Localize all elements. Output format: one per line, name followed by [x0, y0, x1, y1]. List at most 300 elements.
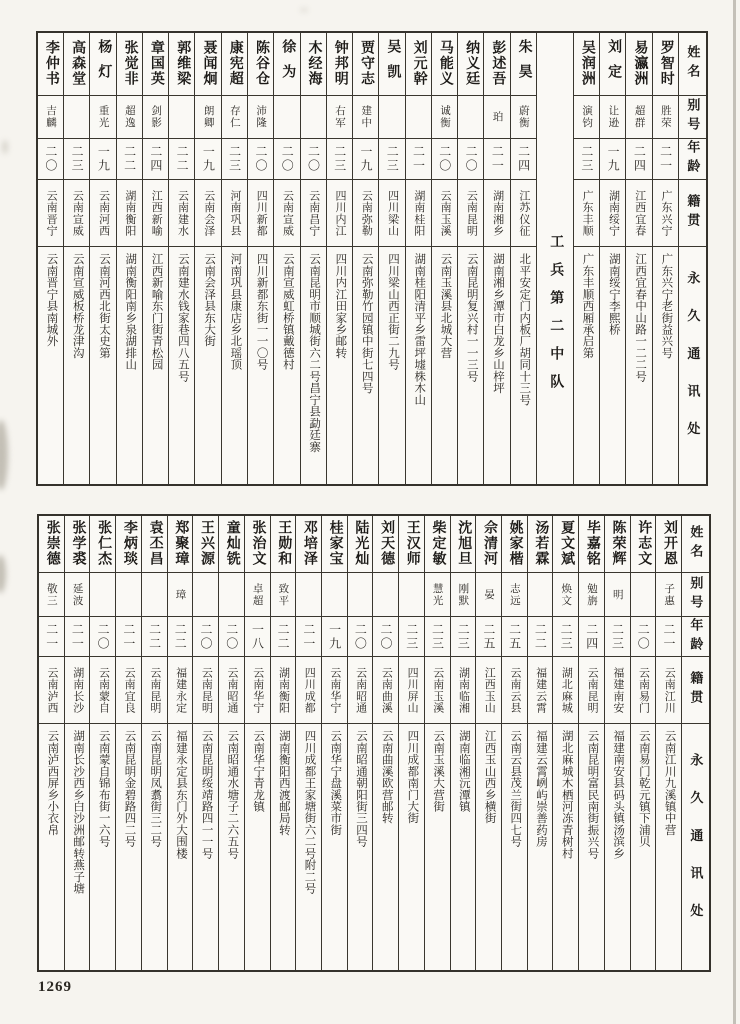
address-cell [484, 247, 509, 484]
address-text: 湖南绥宁李熙桥 [607, 253, 620, 336]
row-label: 姓名 [685, 45, 701, 83]
native-text: 云南蒙自 [97, 666, 110, 714]
person-column [527, 516, 553, 970]
native-cell [348, 657, 373, 724]
alias-text: 蔚衡 [517, 105, 529, 129]
header-column [681, 516, 709, 970]
age-text: 二三 [430, 622, 445, 651]
address-cell [219, 724, 244, 970]
address-text: 四川内江田家乡邮转 [334, 253, 347, 359]
alias-text: 胜荣 [659, 105, 671, 129]
age-cell [169, 139, 194, 180]
section-divider-column [536, 33, 573, 484]
age-cell [322, 617, 347, 657]
address-cell [605, 724, 630, 970]
name-text: 马能义 [437, 40, 453, 88]
address-text: 湖南桂阳清平乡雷坪墟株木山 [413, 253, 426, 406]
name-cell [425, 516, 450, 573]
alias-cell [373, 573, 398, 617]
age-text: 二一 [658, 145, 673, 173]
age-cell [574, 139, 599, 180]
age-cell [348, 617, 373, 657]
address-text: 云南昆明复兴村一一三号 [465, 253, 478, 383]
alias-text: 延波 [71, 582, 83, 607]
name-text: 汤若霖 [533, 520, 549, 568]
age-text: 二三 [404, 622, 419, 651]
address-cell [511, 247, 536, 484]
name-text: 陈荣辉 [610, 520, 626, 568]
address-cell [301, 247, 326, 484]
age-text: 二一 [661, 622, 676, 651]
person-column [89, 33, 115, 484]
alias-cell [142, 573, 167, 617]
native-cell [528, 657, 553, 724]
age-cell [195, 139, 220, 180]
person-column [510, 33, 536, 484]
person-column [398, 516, 424, 970]
address-text: 云南玉溪大营街 [432, 730, 445, 813]
alias-cell [169, 96, 194, 139]
native-cell [626, 180, 651, 247]
alias-cell [432, 96, 457, 139]
address-cell [528, 724, 553, 970]
native-text: 江苏仪征 [517, 189, 530, 237]
person-column [115, 516, 141, 970]
native-text: 江西新喻 [150, 189, 163, 237]
native-cell [193, 657, 218, 724]
name-cell [274, 33, 299, 96]
alias-cell [425, 573, 450, 617]
name-cell [142, 516, 167, 573]
address-text: 江西新喻东门街青松园 [150, 253, 163, 371]
person-column [599, 33, 625, 484]
age-text: 二二 [122, 145, 137, 173]
name-text: 童灿铣 [224, 520, 240, 568]
alias-cell [117, 96, 142, 139]
native-cell [600, 180, 625, 247]
native-cell [458, 180, 483, 247]
native-cell [65, 657, 90, 724]
native-cell [425, 657, 450, 724]
native-text: 四川成都 [303, 666, 316, 714]
person-column [63, 33, 89, 484]
row-label: 姓名 [688, 525, 704, 563]
native-text: 云南华宁 [328, 666, 341, 714]
age-cell [301, 139, 326, 180]
alias-text: 焕文 [560, 582, 572, 607]
name-cell [117, 33, 142, 96]
address-cell [432, 247, 457, 484]
name-text: 朱昊 [516, 38, 532, 90]
alias-text: 建中 [360, 105, 372, 129]
age-cell [168, 617, 193, 657]
row-label: 永久通讯处 [685, 271, 701, 460]
address-cell [348, 724, 373, 970]
address-text: 云南建水钱家巷四八五号 [176, 253, 189, 383]
name-text: 刘开恩 [661, 520, 677, 568]
name-cell [322, 516, 347, 573]
name-cell [579, 516, 604, 573]
alias-text: 让逊 [607, 105, 619, 129]
address-cell [222, 247, 247, 484]
age-text: 二〇 [437, 145, 452, 173]
name-text: 张仁杰 [96, 520, 112, 568]
person-column [167, 516, 193, 970]
native-text: 云南泸西 [46, 666, 58, 714]
native-cell [373, 657, 398, 724]
name-text: 陈谷仓 [253, 40, 269, 88]
address-cell [502, 724, 527, 970]
address-cell [656, 724, 681, 970]
age-text: 二〇 [636, 622, 651, 651]
address-cell [476, 724, 501, 970]
person-column [578, 516, 604, 970]
native-cell [274, 180, 299, 247]
alias-cell [379, 96, 404, 139]
name-text: 康宪超 [227, 40, 243, 88]
row-label-cell [682, 617, 709, 657]
age-cell [379, 139, 404, 180]
native-text: 云南弥勒 [360, 189, 373, 237]
native-text: 湖南长沙 [71, 666, 84, 714]
address-cell [653, 247, 678, 484]
age-text: 二五 [481, 622, 496, 651]
address-cell [322, 724, 347, 970]
age-cell [656, 617, 681, 657]
alias-cell [274, 96, 299, 139]
alias-cell [301, 96, 326, 139]
alias-text: 超群 [633, 105, 645, 129]
native-cell [353, 180, 378, 247]
native-cell [117, 180, 142, 247]
native-text: 云南昆明 [148, 666, 161, 714]
age-text: 二一 [44, 622, 59, 651]
name-cell [143, 33, 168, 96]
native-text: 云南宣威 [281, 189, 294, 237]
address-text: 云南宣威虹桥镇戴德村 [281, 253, 294, 371]
address-text: 四川梁山西正街二九号 [386, 253, 399, 371]
native-cell [322, 657, 347, 724]
address-cell [458, 247, 483, 484]
name-cell [169, 33, 194, 96]
native-text: 福建永定 [174, 666, 187, 714]
native-text: 湖南衡阳 [277, 666, 290, 714]
name-cell [476, 516, 501, 573]
native-cell [432, 180, 457, 247]
address-cell [274, 247, 299, 484]
alias-cell [245, 573, 270, 617]
name-text: 毕嘉铭 [584, 520, 600, 568]
name-text: 柴定敏 [430, 520, 446, 568]
person-column [372, 516, 398, 970]
row-label-cell [682, 573, 709, 617]
age-text: 二〇 [199, 622, 213, 651]
address-cell [379, 247, 404, 484]
alias-text: 吉麟 [45, 105, 57, 129]
age-cell [373, 617, 398, 657]
native-cell [631, 657, 656, 724]
age-text: 二三 [456, 622, 471, 651]
person-column [655, 516, 681, 970]
alias-text: 勉旃 [585, 582, 597, 607]
native-cell [301, 180, 326, 247]
alias-text: 璋 [174, 588, 186, 601]
name-text: 刘定 [606, 38, 622, 90]
address-cell [64, 247, 89, 484]
name-text: 姚家楷 [507, 520, 523, 568]
address-text: 湖北麻城木栖河冻青树村 [560, 730, 573, 860]
row-label-cell [682, 657, 709, 724]
age-cell [90, 139, 115, 180]
address-text: 广东丰顺西厢承启第 [581, 253, 594, 359]
native-text: 云南华宁 [251, 666, 264, 714]
address-cell [553, 724, 578, 970]
age-cell [327, 139, 352, 180]
person-column [244, 516, 270, 970]
native-text: 广东丰顺 [581, 189, 594, 237]
alias-cell [631, 573, 656, 617]
address-cell [169, 247, 194, 484]
age-cell [653, 139, 678, 180]
age-text: 二三 [332, 145, 347, 173]
age-cell [502, 617, 527, 657]
alias-text: 晏 [483, 588, 495, 601]
alias-cell [38, 96, 63, 139]
row-label: 别号 [685, 98, 701, 136]
alias-cell [484, 96, 509, 139]
native-text: 云南宜良 [123, 666, 136, 714]
name-text: 徐为 [280, 38, 296, 90]
age-cell [222, 139, 247, 180]
person-column [141, 516, 167, 970]
person-column [89, 516, 115, 970]
age-text: 二〇 [96, 622, 111, 651]
age-cell [626, 139, 651, 180]
alias-cell [195, 96, 220, 139]
age-cell [65, 617, 90, 657]
age-text: 二〇 [224, 622, 239, 651]
age-cell [605, 617, 630, 657]
name-text: 张学裘 [70, 520, 86, 568]
address-text: 云南弥勒竹园镇中街七四号 [360, 253, 373, 394]
name-cell [271, 516, 296, 573]
native-cell [451, 657, 476, 724]
alias-cell [553, 573, 578, 617]
native-cell [271, 657, 296, 724]
address-text: 云南华宁青龙镇 [252, 730, 265, 813]
age-cell [484, 139, 509, 180]
age-cell [458, 139, 483, 180]
row-label-cell [679, 247, 706, 484]
age-text: 二三 [559, 622, 574, 651]
alias-cell [626, 96, 651, 139]
age-cell [248, 139, 273, 180]
native-text: 云南会泽 [202, 189, 215, 237]
age-cell [245, 617, 270, 657]
name-text: 张崇德 [44, 520, 60, 568]
roster-table-top [36, 31, 708, 486]
native-cell [574, 180, 599, 247]
person-column [450, 516, 476, 970]
person-column [321, 516, 347, 970]
address-cell [353, 247, 378, 484]
native-text: 云南昆明 [200, 666, 213, 714]
address-cell [248, 247, 273, 484]
address-cell [373, 724, 398, 970]
person-column [501, 516, 527, 970]
name-text: 王汉师 [404, 520, 420, 568]
name-text: 许志文 [636, 520, 652, 568]
alias-text: 慧光 [431, 582, 443, 607]
native-text: 湖南绥宁 [607, 189, 620, 237]
person-column [405, 33, 431, 484]
address-cell [90, 724, 115, 970]
name-cell [248, 33, 273, 96]
person-column [431, 33, 457, 484]
age-cell [432, 139, 457, 180]
address-text: 云南易门乾元镇下浦贝 [637, 730, 650, 848]
native-cell [248, 180, 273, 247]
address-text: 云南泸西屏乡小衣帛 [46, 730, 59, 836]
name-text: 夏文斌 [559, 520, 575, 568]
age-cell [142, 617, 167, 657]
row-label: 籍贯 [688, 671, 704, 709]
scan-smudge [0, 420, 8, 490]
name-cell [631, 516, 656, 573]
name-cell [90, 516, 115, 573]
name-cell [168, 516, 193, 573]
alias-cell [579, 573, 604, 617]
age-text: 二三 [610, 622, 625, 651]
name-text: 章国英 [148, 40, 164, 88]
address-cell [327, 247, 352, 484]
name-cell [348, 516, 373, 573]
alias-text: 珀 [491, 111, 503, 123]
address-cell [425, 724, 450, 970]
name-text: 王勋和 [276, 520, 292, 568]
alias-text: 右军 [333, 105, 345, 129]
alias-cell [116, 573, 141, 617]
age-text: 一九 [201, 145, 216, 173]
address-cell [116, 724, 141, 970]
row-label-cell [679, 180, 706, 247]
age-text: 二一 [301, 622, 316, 651]
name-text: 沈旭旦 [456, 520, 472, 568]
alias-cell [39, 573, 64, 617]
native-text: 云南昭通 [226, 666, 239, 714]
alias-cell [322, 573, 347, 617]
native-cell [142, 657, 167, 724]
alias-cell [511, 96, 536, 139]
age-cell [631, 617, 656, 657]
address-text: 云南昭通朝阳街三四号 [354, 730, 367, 848]
person-column [247, 33, 273, 484]
native-text: 云南晋宁 [45, 189, 58, 237]
address-cell [39, 724, 64, 970]
alias-cell [574, 96, 599, 139]
address-text: 湖南衡阳南乡泉湖排山 [124, 253, 137, 371]
age-cell [406, 139, 431, 180]
age-cell [511, 139, 536, 180]
person-column [652, 33, 678, 484]
row-label-cell [679, 33, 706, 96]
name-cell [353, 33, 378, 96]
name-cell [432, 33, 457, 96]
person-column [457, 33, 483, 484]
row-label-cell [682, 516, 709, 573]
native-cell [90, 180, 115, 247]
person-column [194, 33, 220, 484]
address-cell [195, 247, 220, 484]
person-column [630, 516, 656, 970]
person-column [475, 516, 501, 970]
native-cell [399, 657, 424, 724]
name-cell [399, 516, 424, 573]
native-cell [39, 657, 64, 724]
native-text: 云南昆明 [586, 666, 599, 714]
age-text: 二二 [533, 622, 548, 651]
address-text: 云南宣威板桥龙津沟 [71, 253, 84, 359]
age-text: 二四 [516, 145, 531, 173]
address-text: 河南巩县康店乡北瑶顶 [229, 253, 242, 371]
age-text: 一八 [250, 622, 265, 651]
name-cell [222, 33, 247, 96]
name-cell [656, 516, 681, 573]
name-text: 贾守志 [359, 40, 375, 88]
native-text: 江西玉山 [483, 666, 496, 714]
person-column [221, 33, 247, 484]
name-text: 张觉非 [122, 40, 138, 88]
native-cell [168, 657, 193, 724]
row-label-cell [679, 96, 706, 139]
alias-cell [90, 573, 115, 617]
name-cell [38, 33, 63, 96]
name-text: 李仲书 [43, 40, 59, 88]
name-text: 易瀛洲 [632, 40, 648, 88]
name-text: 桂家宝 [327, 520, 343, 568]
age-text: 二一 [121, 622, 136, 651]
name-text: 吴润洲 [579, 40, 595, 88]
alias-cell [222, 96, 247, 139]
name-text: 杨灯 [96, 38, 112, 90]
person-column [378, 33, 404, 484]
address-text: 云南蒙自锦布街一六号 [97, 730, 110, 848]
alias-text: 诚衡 [439, 105, 451, 129]
age-text: 二五 [507, 622, 522, 651]
alias-cell [406, 96, 431, 139]
native-cell [90, 657, 115, 724]
name-cell [64, 33, 89, 96]
name-text: 袁丕昌 [147, 520, 163, 568]
address-text: 江西宜春中山路一二二号 [634, 253, 647, 383]
native-text: 湖南桂阳 [412, 189, 425, 237]
native-text: 四川内江 [334, 189, 347, 237]
name-text: 吴凯 [385, 38, 401, 90]
native-cell [379, 180, 404, 247]
address-text: 云南昆明绥靖路四一一号 [200, 730, 213, 860]
address-text: 福建南安县码头镇汤滨乡 [612, 730, 625, 860]
address-cell [296, 724, 321, 970]
name-text: 刘天德 [379, 520, 395, 568]
native-cell [222, 180, 247, 247]
age-cell [425, 617, 450, 657]
age-text: 二〇 [43, 145, 58, 173]
age-cell [64, 139, 89, 180]
address-text: 云南晋宁县南城外 [45, 253, 58, 347]
address-cell [143, 247, 168, 484]
alias-text: 存仁 [228, 105, 240, 129]
native-text: 江西宜春 [633, 189, 646, 237]
